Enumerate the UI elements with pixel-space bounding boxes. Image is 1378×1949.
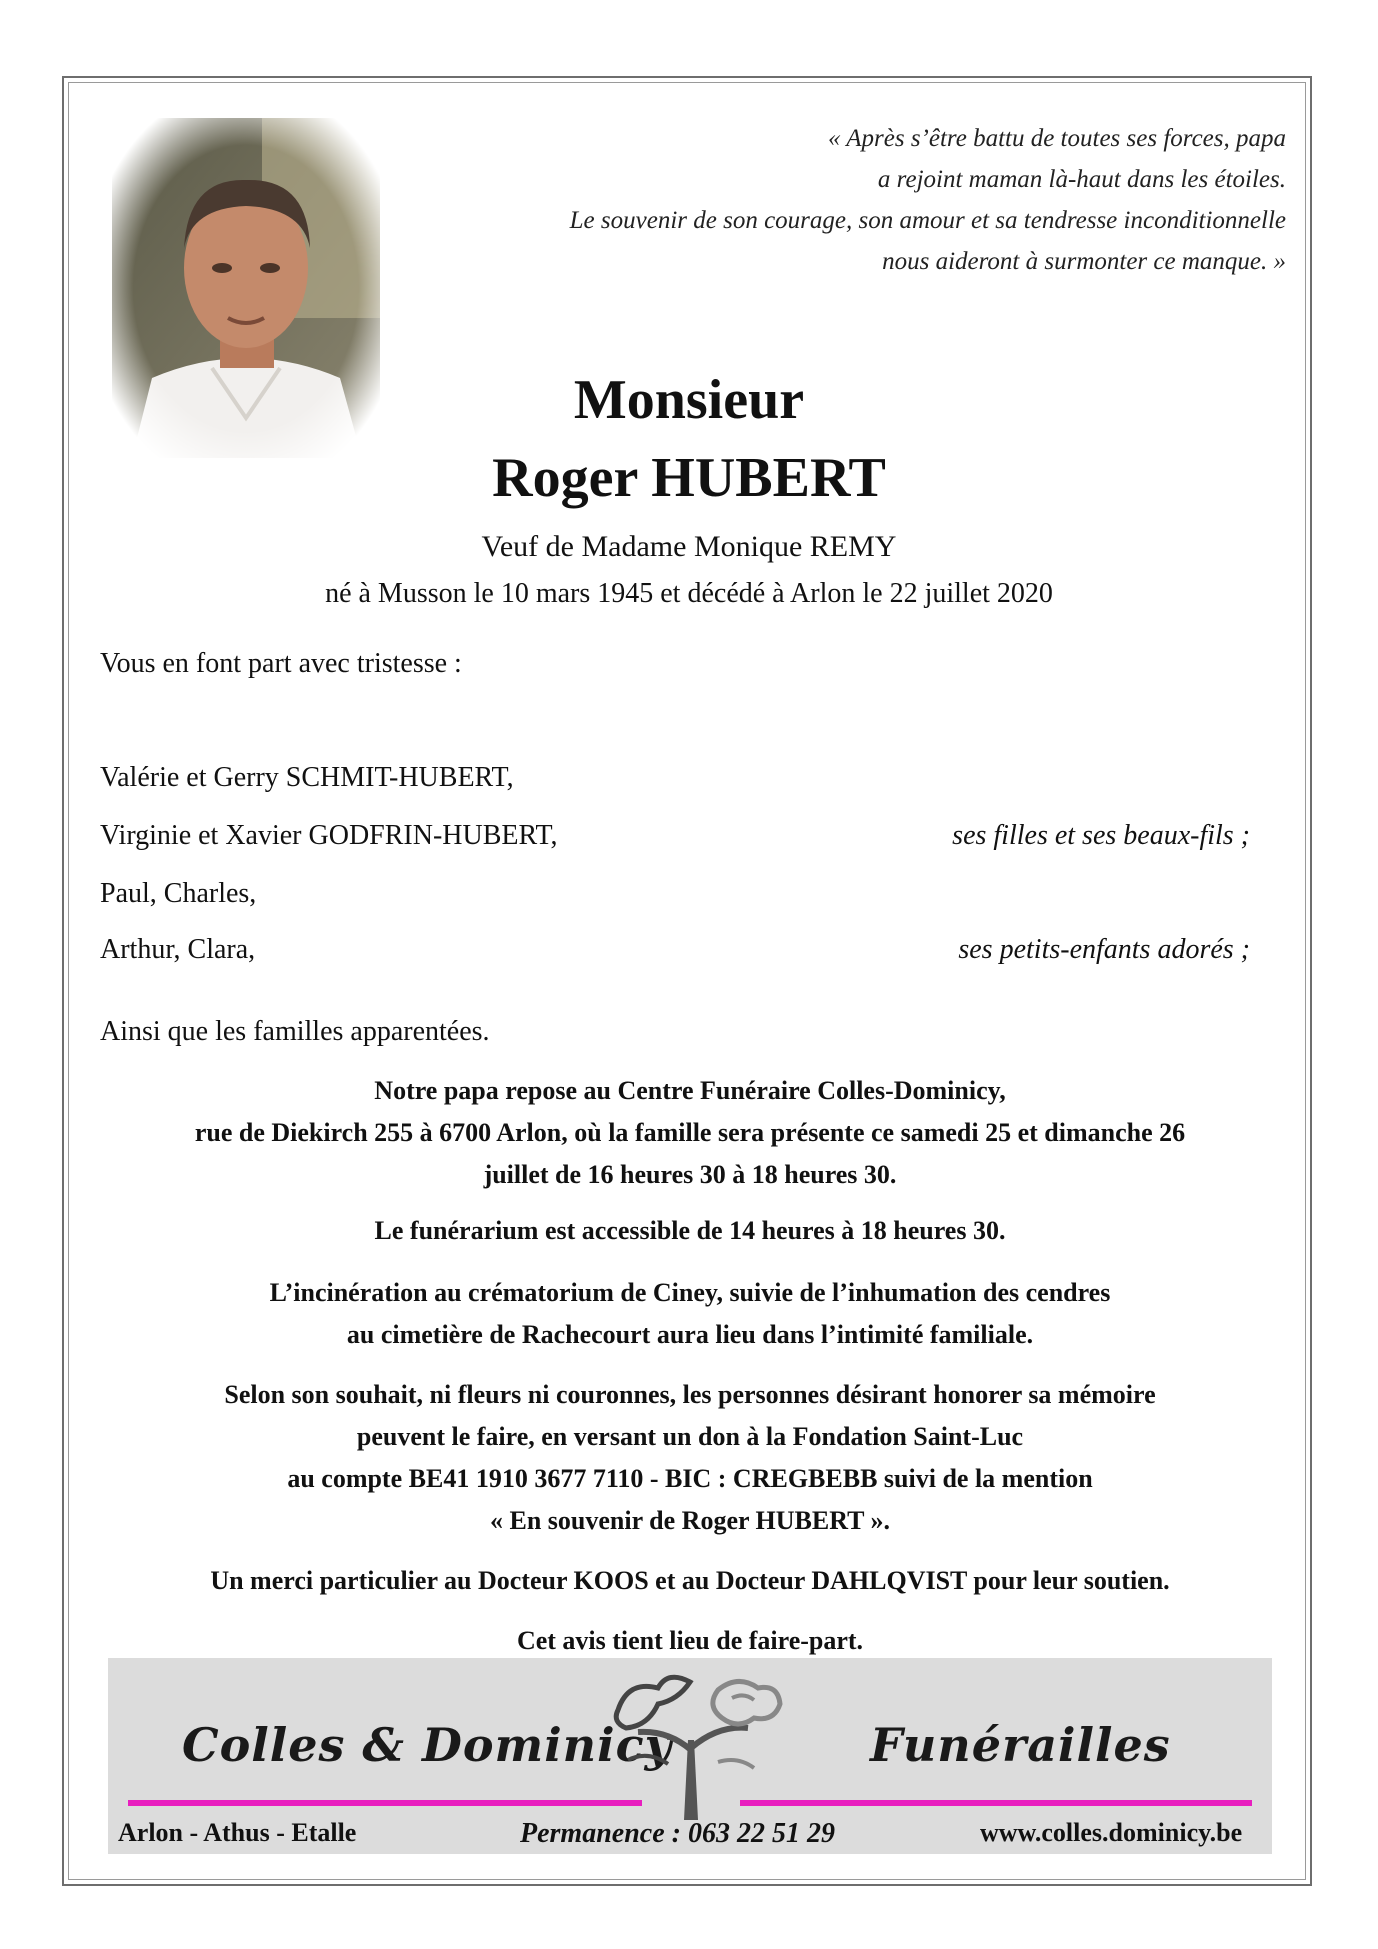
notice-line: L’incinération au crématorium de Ciney, suivie de l’inhumation des cendres [269, 1278, 1111, 1307]
accent-rule-right [740, 1800, 1252, 1806]
widower-line: Veuf de Madame Monique REMY [481, 530, 897, 563]
also-text: Ainsi que les familles apparentées. [100, 1016, 490, 1047]
quote-line: nous aideront à surmonter ce manque. » [882, 248, 1286, 275]
notice-line: Notre papa repose au Centre Funéraire Colles-Dominicy, [374, 1076, 1006, 1105]
family-line: Paul, Charles, [100, 878, 257, 909]
brand-name: Colles & Dominicy [182, 1718, 673, 1772]
quote-line: Le souvenir de son courage, son amour et sa tendresse inconditionnelle [569, 207, 1286, 234]
access-notice: Le funérarium est accessible de 14 heures à 18 heures 30. [374, 1216, 1006, 1245]
quote-line: a rejoint maman là-haut dans les étoiles. [877, 166, 1286, 193]
notice-line: rue de Diekirch 255 à 6700 Arlon, où la famille sera présente ce samedi 25 et dimanche 26 [194, 1118, 1186, 1147]
quote-line: « Après s’être battu de toutes ses forces, papa [827, 125, 1286, 152]
intro-text: Vous en font part avec tristesse : [100, 648, 462, 679]
title-honorific: Monsieur [573, 369, 805, 431]
family-line: Valérie et Gerry SCHMIT-HUBERT, [100, 762, 514, 793]
epitaph-quote [386, 118, 1286, 282]
notice-line: Selon son souhait, ni fleurs ni couronnes, les personnes désirant honorer sa mémoire [224, 1380, 1156, 1409]
accent-rule-left [128, 1800, 642, 1806]
locations-text: Arlon - Athus - Etalle [118, 1818, 357, 1847]
notice-line: « En souvenir de Roger HUBERT ». [490, 1506, 890, 1535]
family-role: ses petits-enfants adorés ; [958, 934, 1250, 965]
closing-notice: Cet avis tient lieu de faire-part. [516, 1626, 864, 1655]
family-line: Virginie et Xavier GODFRIN-HUBERT, [100, 820, 558, 851]
thanks-notice: Un merci particulier au Docteur KOOS et au Docteur DAHLQVIST pour leur soutien. [210, 1566, 1170, 1595]
repose-notice [90, 1070, 1290, 1196]
family-role: ses filles et ses beaux-fils ; [952, 820, 1250, 851]
family-line: Arthur, Clara, [100, 934, 256, 965]
deceased-name: Roger HUBERT [492, 447, 886, 509]
notice-line: au compte BE41 1910 3677 7110 - BIC : CREGBEBB suivi de la mention [287, 1464, 1093, 1493]
birth-death-line: né à Musson le 10 mars 1945 et décédé à Arlon le 22 juillet 2020 [325, 578, 1053, 609]
cremation-notice [90, 1272, 1290, 1356]
notice-line: au cimetière de Rachecourt aura lieu dans l’intimité familiale. [346, 1320, 1034, 1349]
website-link[interactable]: www.colles.dominicy.be [980, 1818, 1243, 1847]
brand-tagline: Funérailles [870, 1718, 1171, 1772]
notice-line: peuvent le faire, en versant un don à la Fondation Saint-Luc [356, 1422, 1024, 1451]
permanence-phone: Permanence : 063 22 51 29 [520, 1818, 835, 1849]
donation-notice [90, 1374, 1290, 1542]
notice-line: juillet de 16 heures 30 à 18 heures 30. [483, 1160, 897, 1189]
